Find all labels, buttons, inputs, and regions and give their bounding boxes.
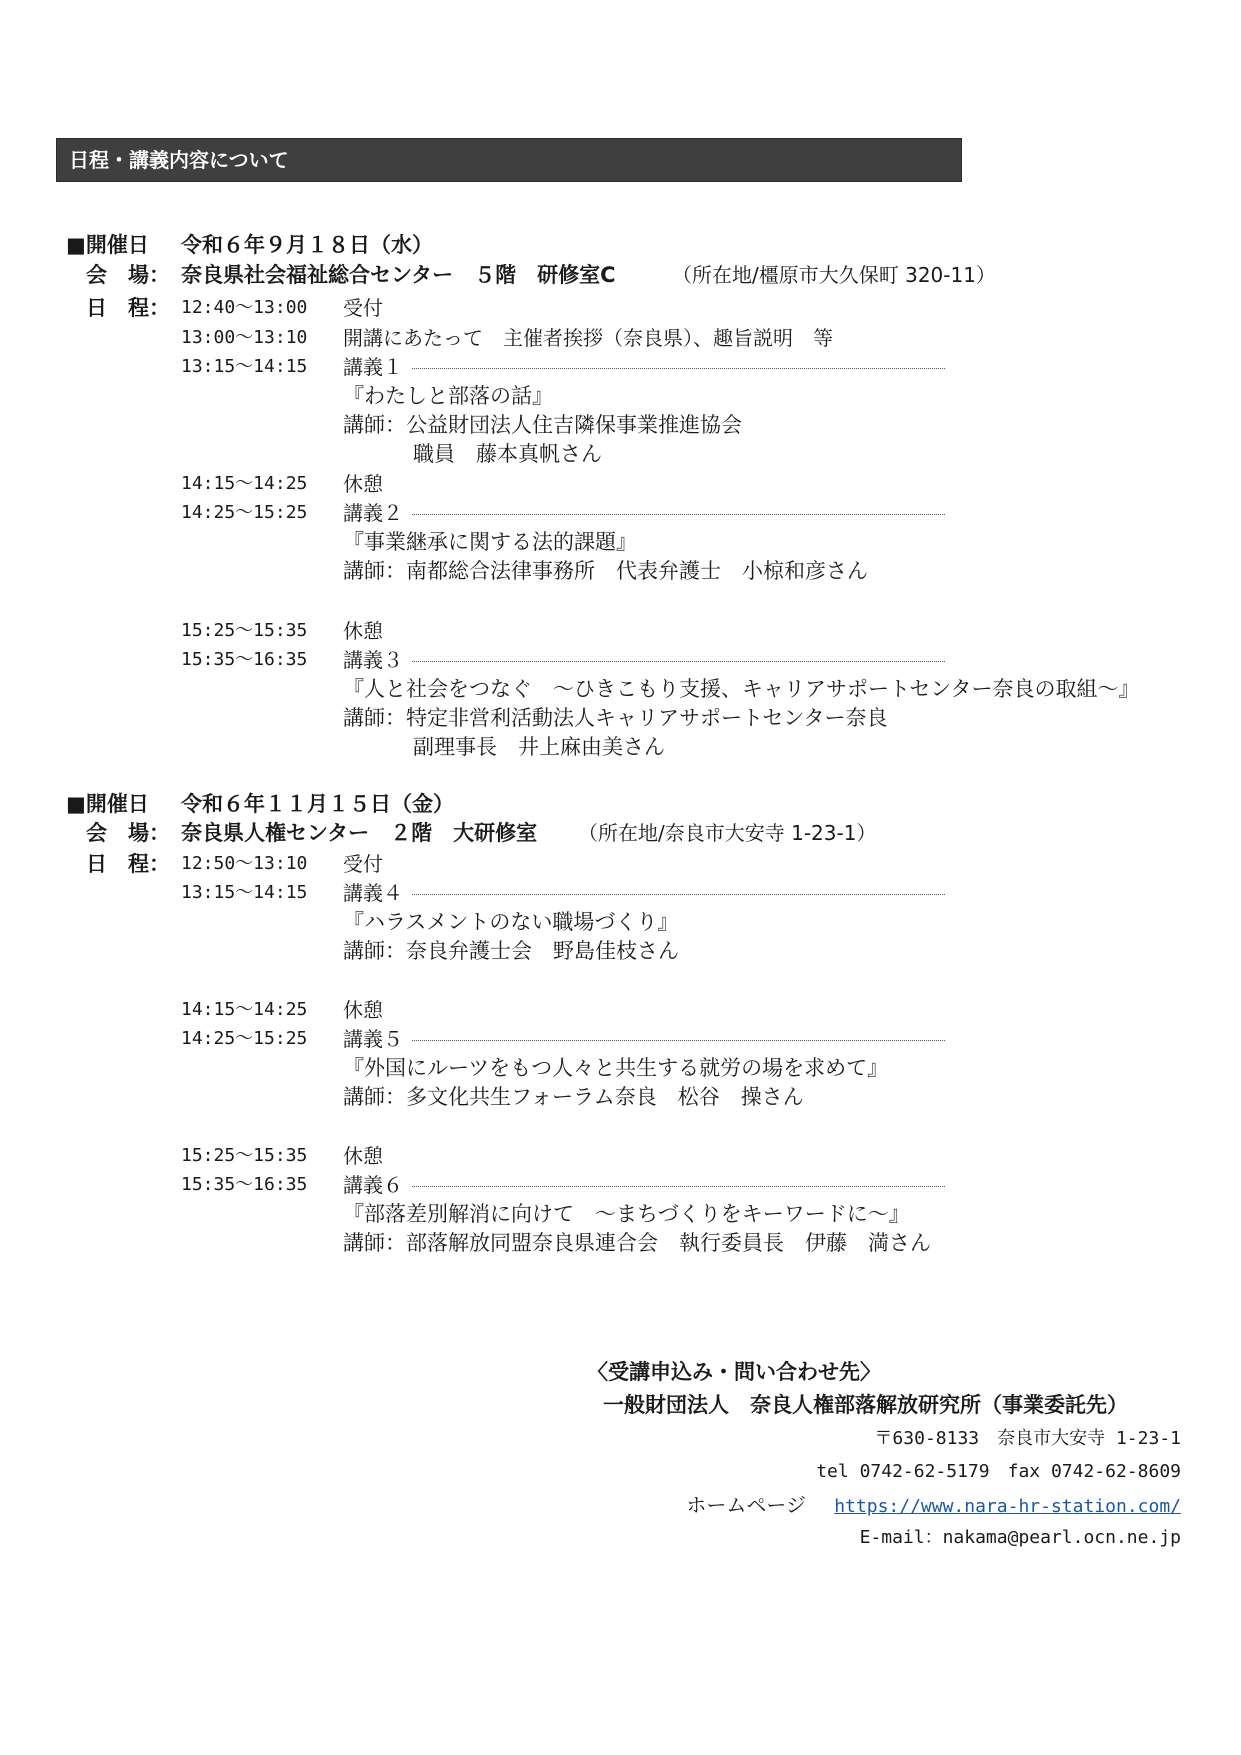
session-2-venue-address: （所在地/奈良市大安寺 1-23-1） — [578, 821, 877, 845]
lecturer: 講師：特定非営利活動法人キャリアサポートセンター奈良 — [343, 706, 888, 730]
lecturer: 講師：公益財団法人住吉隣保事業推進協会 — [343, 413, 742, 437]
lecture-title: 『ハラスメントのない職場づくり』 — [343, 910, 679, 934]
schedule-time: 14:15～14:25 — [181, 999, 308, 1020]
session-2-venue-label: 会 場： — [86, 821, 170, 845]
schedule-item: 開講にあたって 主催者挨拶（奈良県）、趣旨説明 等 — [343, 326, 833, 350]
lecturer: 講師：南都総合法律事務所 代表弁護士 小椋和彦さん — [343, 559, 868, 583]
contact-homepage-row — [686, 1491, 1181, 1521]
schedule-time: 14:25～15:25 — [181, 502, 308, 523]
contact-email: E-mail：nakama@pearl.ocn.ne.jp — [859, 1527, 1181, 1548]
session-1-schedule-label: 日 程： — [86, 296, 170, 320]
session-1-date-label: ■開催日 — [66, 233, 149, 257]
schedule-time: 14:25～15:25 — [181, 1028, 308, 1049]
lecture-label: 講義３ — [343, 648, 403, 672]
lecture-label: 講義１ — [343, 355, 403, 379]
lecture-title: 『部落差別解消に向けて ～まちづくりをキーワードに～』 — [343, 1202, 910, 1226]
session-1-venue: 奈良県社会福祉総合センター ５階 研修室C — [181, 263, 616, 287]
schedule-item: 受付 — [343, 852, 383, 876]
lecture-label: 講義４ — [343, 881, 403, 905]
contact-phone: tel 0742-62-5179 fax 0742-62-8609 — [816, 1461, 1181, 1482]
lecture-title: 『外国にルーツをもつ人々と共生する就労の場を求めて』 — [343, 1056, 889, 1080]
dotted-leader — [412, 368, 945, 369]
session-1-venue-label: 会 場： — [86, 263, 170, 287]
session-2-venue: 奈良県人権センター ２階 大研修室 — [181, 821, 538, 845]
schedule-time: 15:35～16:35 — [181, 649, 308, 670]
schedule-time: 15:25～15:35 — [181, 620, 308, 641]
lecture-title: 『人と社会をつなぐ ～ひきこもり支援、キャリアサポートセンター奈良の取組～』 — [343, 677, 1140, 701]
lecturer: 講師：部落解放同盟奈良県連合会 執行委員長 伊藤 満さん — [343, 1231, 931, 1255]
contact-address: 〒630-8133 奈良市大安寺 1-23-1 — [874, 1428, 1181, 1449]
section-heading: 日程・講義内容について — [56, 138, 962, 182]
schedule-item: 休憩 — [343, 998, 383, 1022]
homepage-label: ホームページ — [686, 1493, 807, 1517]
dotted-leader — [412, 1040, 945, 1041]
schedule-time: 13:00～13:10 — [181, 327, 308, 348]
dotted-leader — [412, 661, 945, 662]
lecture-title: 『わたしと部落の話』 — [343, 384, 553, 408]
schedule-time: 13:15～14:15 — [181, 356, 308, 377]
schedule-time: 15:25～15:35 — [181, 1145, 308, 1166]
session-1-venue-address: （所在地/橿原市大久保町 320-11） — [672, 263, 996, 287]
session-2-date: 令和６年１１月１５日（金） — [181, 792, 454, 816]
schedule-item: 休憩 — [343, 619, 383, 643]
dotted-leader — [412, 1186, 945, 1187]
lecturer-name: 副理事長 井上麻由美さん — [413, 735, 665, 759]
lecture-label: 講義６ — [343, 1173, 403, 1197]
contact-heading: 〈受講申込み・問い合わせ先〉 — [587, 1360, 881, 1384]
session-1-date: 令和６年９月１８日（水） — [181, 233, 433, 257]
lecturer: 講師：奈良弁護士会 野島佳枝さん — [343, 939, 679, 963]
schedule-time: 12:50～13:10 — [181, 853, 308, 874]
lecture-title: 『事業継承に関する法的課題』 — [343, 530, 637, 554]
schedule-time: 14:15～14:25 — [181, 473, 308, 494]
session-2-schedule-label: 日 程： — [86, 852, 170, 876]
dotted-leader — [412, 514, 945, 515]
schedule-time: 12:40～13:00 — [181, 297, 308, 318]
schedule-item: 休憩 — [343, 1144, 383, 1168]
schedule-item: 休憩 — [343, 472, 383, 496]
homepage-link[interactable]: https://www.nara-hr-station.com/ — [834, 1496, 1181, 1517]
lecture-label: 講義５ — [343, 1027, 403, 1051]
contact-org: 一般財団法人 奈良人権部落解放研究所（事業委託先） — [603, 1393, 1128, 1417]
lecturer-name: 職員 藤本真帆さん — [413, 442, 602, 466]
lecturer: 講師：多文化共生フォーラム奈良 松谷 操さん — [343, 1085, 804, 1109]
lecture-label: 講義２ — [343, 501, 403, 525]
schedule-item: 受付 — [343, 296, 383, 320]
session-2-date-label: ■開催日 — [66, 792, 149, 816]
dotted-leader — [412, 894, 945, 895]
schedule-time: 15:35～16:35 — [181, 1174, 308, 1195]
schedule-time: 13:15～14:15 — [181, 882, 308, 903]
